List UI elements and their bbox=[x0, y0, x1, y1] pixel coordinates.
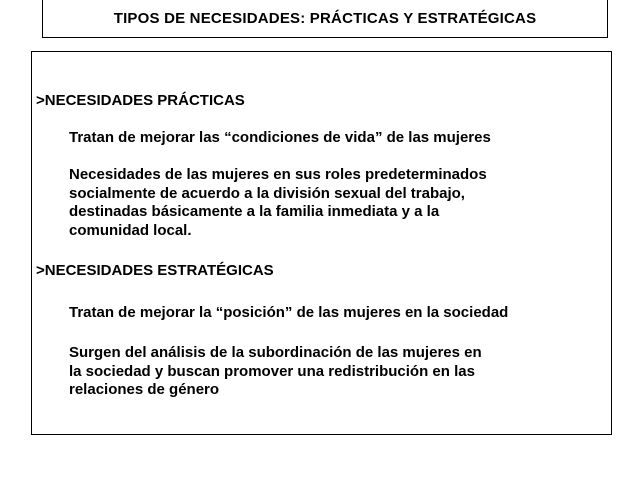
paragraph-line: Necesidades de las mujeres en sus roles predeterminados bbox=[69, 166, 487, 183]
arrow-bullet-icon: > bbox=[36, 262, 45, 279]
paragraph-line: Tratan de mejorar la “posición” de las mujeres en la sociedad bbox=[69, 304, 509, 321]
paragraph-practicas-1 bbox=[69, 129, 491, 148]
paragraph-line: Tratan de mejorar las “condiciones de vida” de las mujeres bbox=[69, 129, 491, 146]
title-box bbox=[42, 0, 608, 38]
paragraph-line: socialmente de acuerdo a la división sexual del trabajo, bbox=[69, 184, 465, 202]
section-heading-label: NECESIDADES ESTRATÉGICAS bbox=[44, 262, 274, 279]
arrow-bullet-icon: > bbox=[36, 92, 45, 109]
paragraph-line: Surgen del análisis de la subordinación de las mujeres en bbox=[69, 344, 482, 361]
paragraph-line: comunidad local. bbox=[69, 221, 192, 239]
section-heading-estrategicas bbox=[36, 262, 274, 279]
section-heading-practicas bbox=[36, 92, 245, 109]
page-title: TIPOS DE NECESIDADES: PRÁCTICAS Y ESTRATÉGICAS bbox=[113, 10, 537, 27]
paragraph-line: destinadas básicamente a la familia inmediata y a la bbox=[69, 203, 440, 220]
section-heading-label: NECESIDADES PRÁCTICAS bbox=[44, 92, 245, 109]
paragraph-estrategicas-1 bbox=[69, 304, 508, 323]
paragraph-practicas-2 bbox=[69, 166, 487, 240]
paragraph-estrategicas-2 bbox=[69, 344, 482, 400]
paragraph-line: la sociedad y buscan promover una redistribución en las bbox=[69, 362, 475, 380]
paragraph-line: relaciones de género bbox=[69, 381, 220, 398]
